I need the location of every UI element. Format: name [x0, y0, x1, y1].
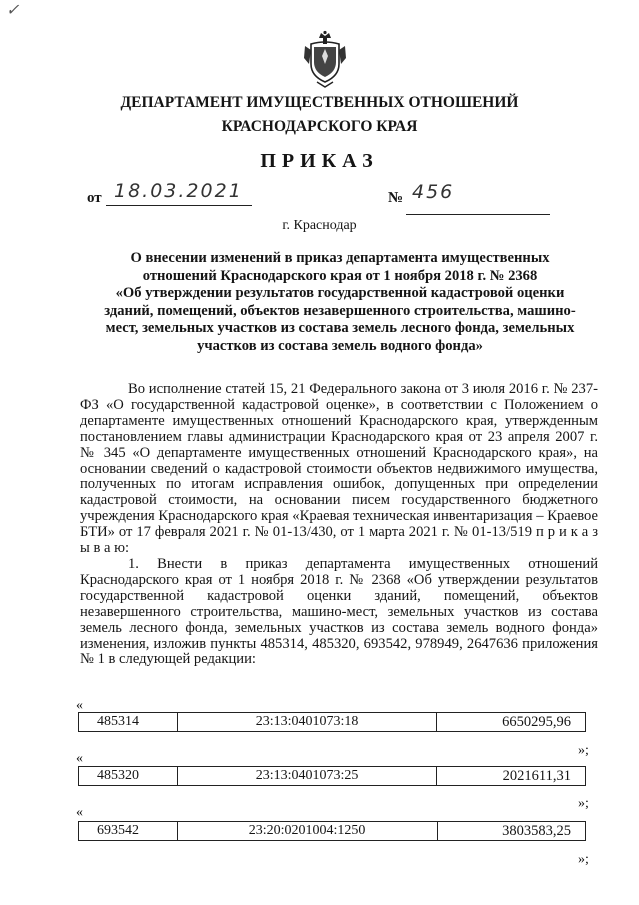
subject-line: участков из состава земель водного фонда»	[197, 337, 483, 354]
number-label: №	[388, 190, 404, 206]
preamble-paragraph: Во исполнение статей 15, 21 Федерального закона от 3 июля 2016 г. № 237-ФЗ «О государственной кадастровой оценке», в соответствии с Положением о департаменте имущественных отношений Краснодарского края, утвержденным постановлением главы администрации Краснодарского края от 23 апреля 2007 г. № 345 «О департаменте имущественных отношений Краснодарского края», на основании сведений о кадастровой стоимости объектов недвижимого имущества, полученных по итогам исправления ошибок, допущенных при определении кадастровой стоимости, на основании писем государственного бюджетного учреждения Краснодарского края «Краевая техническая инвентаризация – Краевое БТИ» от 17 февраля 2021 г. № 01-13/430, от 1 марта 2021 г. № 01-13/519 п р и к а з ы в а ю:	[80, 381, 598, 557]
item-number-cell: 485314	[79, 713, 178, 732]
item-1-paragraph: 1. Внести в приказ департамента имущественных отношений Краснодарского края от 1 ноября 2018 г. № 2368 «Об утверждении результатов государственной кадастровой оценки зданий, помещений, объектов незавершенного строительства, машино-мест, земельных участков из состава земель лесного фонда, земельных участков из состава земель водного фонда» изменения, изложив пункты 485314, 485320, 693542, 978949, 2647636 приложения № 1 в следующей редакции:	[80, 555, 598, 668]
amendment-table-3	[78, 821, 586, 841]
table-row	[79, 713, 586, 732]
order-number-handwritten: 456	[412, 181, 455, 203]
order-subject	[80, 250, 600, 356]
item-number-cell: 693542	[79, 822, 178, 841]
department-name-line1: ДЕПАРТАМЕНТ ИМУЩЕСТВЕННЫХ ОТНОШЕНИЙ	[120, 94, 519, 111]
quote-close: »;	[578, 796, 589, 811]
document-type-title: ПРИКАЗ	[260, 150, 379, 172]
cadastral-value-cell: 2021611,31	[437, 767, 586, 786]
cadastral-number-cell: 23:20:0201004:1250	[177, 822, 437, 841]
table-row	[79, 767, 586, 786]
subject-line: О внесении изменений в приказ департамента имущественных	[130, 250, 550, 266]
subject-line: «Об утверждении результатов государственной кадастровой оценки	[115, 285, 565, 302]
corner-check-mark: ✓	[6, 2, 20, 19]
cadastral-number-cell: 23:13:0401073:18	[177, 713, 437, 732]
date-underline	[106, 205, 252, 206]
coat-of-arms-icon	[303, 30, 347, 88]
cadastral-value-cell: 3803583,25	[437, 822, 585, 841]
cadastral-number-cell: 23:13:0401073:25	[177, 767, 437, 786]
cadastral-value-cell: 6650295,96	[437, 713, 586, 732]
quote-open: «	[76, 751, 83, 766]
number-underline	[406, 214, 550, 215]
amendment-table-2	[78, 766, 586, 786]
quote-close: »;	[578, 743, 589, 758]
quote-close: »;	[578, 852, 589, 867]
order-body	[80, 382, 598, 668]
subject-line: мест, земельных участков из состава земель лесного фонда, земельных	[105, 320, 575, 337]
table-row	[79, 822, 586, 841]
order-date-handwritten: 18.03.2021	[114, 180, 243, 202]
date-label: от	[87, 190, 102, 206]
quote-open: «	[76, 805, 83, 820]
department-name-line2: КРАСНОДАРСКОГО КРАЯ	[221, 118, 418, 135]
subject-line: зданий, помещений, объектов незавершенного строительства, машино-	[104, 302, 576, 319]
quote-open: «	[76, 698, 83, 713]
subject-line: отношений Краснодарского края от 1 ноября 2018 г. № 2368	[142, 267, 538, 284]
city-label: г. Краснодар	[282, 218, 357, 233]
amendment-table-1	[78, 712, 586, 732]
item-number-cell: 485320	[79, 767, 178, 786]
